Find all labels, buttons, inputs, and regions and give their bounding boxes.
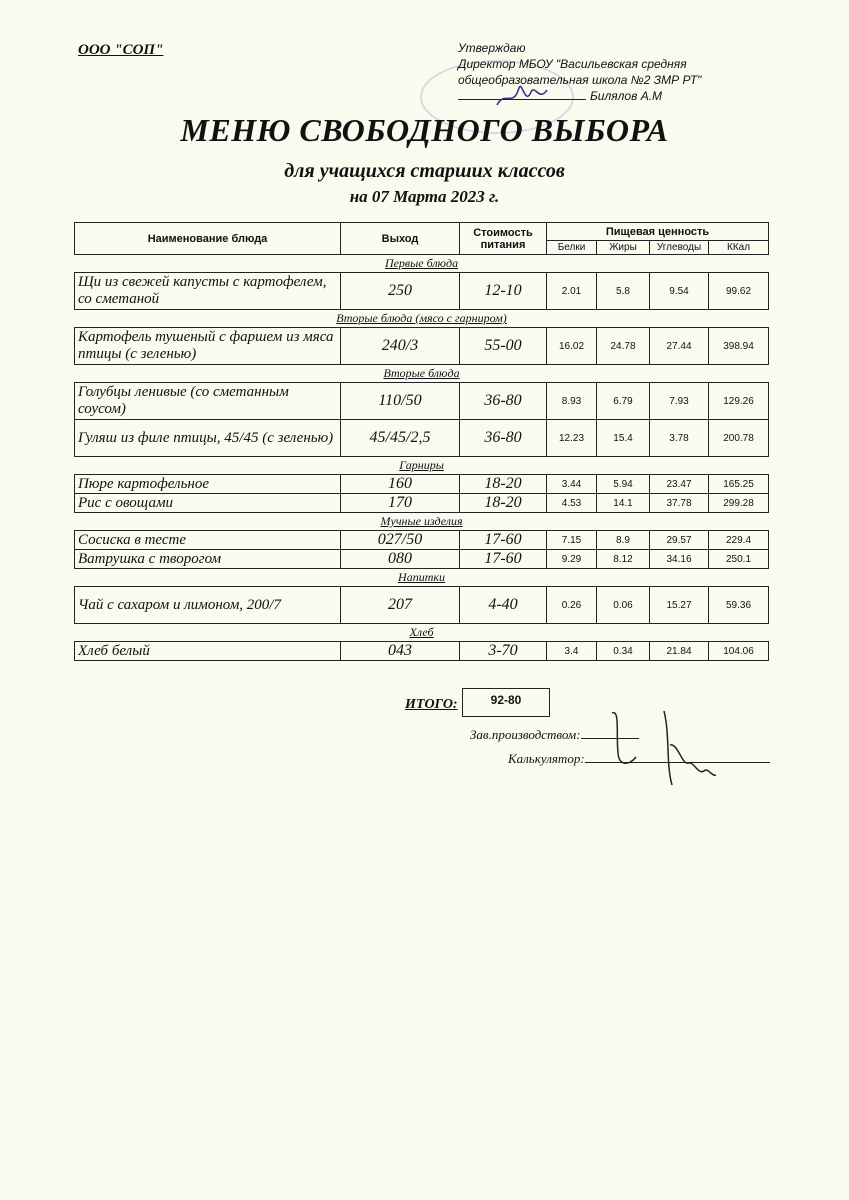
table-row bbox=[75, 328, 769, 365]
page-title: МЕНЮ СВОБОДНОГО ВЫБОРА bbox=[180, 112, 669, 148]
dish-fat: 8.9 bbox=[597, 531, 650, 550]
menu-date: на 07 Марта 2023 г. bbox=[349, 187, 500, 206]
section-header-row bbox=[75, 569, 769, 587]
col-header-name: Наименование блюда bbox=[75, 223, 341, 255]
dish-fat: 0.34 bbox=[597, 642, 650, 661]
table-row bbox=[75, 273, 769, 310]
dish-cost: 36-80 bbox=[460, 420, 547, 457]
col-header-fat: Жиры bbox=[597, 241, 650, 255]
section-title: Напитки bbox=[75, 569, 769, 587]
dish-kcal: 165.25 bbox=[709, 475, 769, 494]
dish-protein: 12.23 bbox=[547, 420, 597, 457]
dish-protein: 16.02 bbox=[547, 328, 597, 365]
table-row bbox=[75, 494, 769, 513]
dish-cost: 17-60 bbox=[460, 550, 547, 569]
dish-name: Сосиска в тесте bbox=[75, 531, 341, 550]
dish-carbs: 34.16 bbox=[650, 550, 709, 569]
dish-protein: 8.93 bbox=[547, 383, 597, 420]
dish-kcal: 398.94 bbox=[709, 328, 769, 365]
table-row bbox=[75, 531, 769, 550]
table-row bbox=[75, 475, 769, 494]
table-row bbox=[75, 383, 769, 420]
dish-protein: 2.01 bbox=[547, 273, 597, 310]
section-title: Гарниры bbox=[75, 457, 769, 475]
calculator-label: Калькулятор: bbox=[508, 751, 585, 766]
dish-fat: 0.06 bbox=[597, 587, 650, 624]
dish-cost: 18-20 bbox=[460, 494, 547, 513]
approve-line-1: Утверждаю bbox=[458, 41, 526, 55]
total-label: ИТОГО: bbox=[405, 697, 458, 712]
dish-kcal: 299.28 bbox=[709, 494, 769, 513]
page-subtitle: для учащихся старших классов bbox=[284, 160, 565, 182]
dish-yield: 080 bbox=[341, 550, 460, 569]
section-header-row bbox=[75, 457, 769, 475]
section-header-row bbox=[75, 255, 769, 273]
table-row bbox=[75, 642, 769, 661]
dish-protein: 4.53 bbox=[547, 494, 597, 513]
dish-carbs: 15.27 bbox=[650, 587, 709, 624]
dish-protein: 3.4 bbox=[547, 642, 597, 661]
dish-kcal: 200.78 bbox=[709, 420, 769, 457]
dish-protein: 9.29 bbox=[547, 550, 597, 569]
organization-name: ООО "СОП" bbox=[78, 42, 164, 58]
dish-yield: 207 bbox=[341, 587, 460, 624]
dish-fat: 5.8 bbox=[597, 273, 650, 310]
dish-carbs: 27.44 bbox=[650, 328, 709, 365]
dish-fat: 6.79 bbox=[597, 383, 650, 420]
menu-table bbox=[74, 222, 769, 661]
dish-cost: 18-20 bbox=[460, 475, 547, 494]
dish-kcal: 59.36 bbox=[709, 587, 769, 624]
col-header-protein: Белки bbox=[547, 241, 597, 255]
col-header-kcal: ККал bbox=[709, 241, 769, 255]
approve-line-3: общеобразовательная школа №2 ЗМР РТ" bbox=[458, 73, 702, 87]
col-header-yield: Выход bbox=[341, 223, 460, 255]
table-row bbox=[75, 587, 769, 624]
signer-name: Билялов А.М bbox=[590, 89, 663, 103]
dish-protein: 3.44 bbox=[547, 475, 597, 494]
dish-carbs: 21.84 bbox=[650, 642, 709, 661]
dish-fat: 5.94 bbox=[597, 475, 650, 494]
dish-protein: 7.15 bbox=[547, 531, 597, 550]
col-header-cost: Стоимость питания bbox=[460, 223, 547, 255]
dish-kcal: 250.1 bbox=[709, 550, 769, 569]
dish-yield: 160 bbox=[341, 475, 460, 494]
table-row bbox=[75, 550, 769, 569]
dish-yield: 45/45/2,5 bbox=[341, 420, 460, 457]
dish-kcal: 129.26 bbox=[709, 383, 769, 420]
dish-carbs: 3.78 bbox=[650, 420, 709, 457]
dish-yield: 110/50 bbox=[341, 383, 460, 420]
dish-protein: 0.26 bbox=[547, 587, 597, 624]
dish-kcal: 229.4 bbox=[709, 531, 769, 550]
dish-name: Ватрушка с творогом bbox=[75, 550, 341, 569]
col-header-nutrition: Пищевая ценность bbox=[547, 223, 769, 241]
dish-yield: 240/3 bbox=[341, 328, 460, 365]
dish-yield: 043 bbox=[341, 642, 460, 661]
dish-name: Пюре картофельное bbox=[75, 475, 341, 494]
dish-name: Картофель тушеный с фаршем из мяса птицы (с зеленью) bbox=[75, 328, 341, 365]
dish-yield: 027/50 bbox=[341, 531, 460, 550]
dish-carbs: 7.93 bbox=[650, 383, 709, 420]
director-signature bbox=[495, 80, 555, 110]
section-header-row bbox=[75, 624, 769, 642]
dish-yield: 170 bbox=[341, 494, 460, 513]
dish-name: Хлеб белый bbox=[75, 642, 341, 661]
dish-fat: 15.4 bbox=[597, 420, 650, 457]
section-title: Первые блюда bbox=[75, 255, 769, 273]
dish-yield: 250 bbox=[341, 273, 460, 310]
staff-signatures bbox=[600, 705, 720, 795]
dish-cost: 3-70 bbox=[460, 642, 547, 661]
dish-carbs: 29.57 bbox=[650, 531, 709, 550]
production-manager-label: Зав.производством: bbox=[470, 727, 581, 742]
dish-name: Рис с овощами bbox=[75, 494, 341, 513]
dish-kcal: 104.06 bbox=[709, 642, 769, 661]
dish-fat: 24.78 bbox=[597, 328, 650, 365]
col-header-carbs: Углеводы bbox=[650, 241, 709, 255]
section-title: Вторые блюда bbox=[75, 365, 769, 383]
total-value: 92-80 bbox=[462, 688, 550, 717]
dish-cost: 55-00 bbox=[460, 328, 547, 365]
dish-name: Чай с сахаром и лимоном, 200/7 bbox=[75, 587, 341, 624]
dish-carbs: 37.78 bbox=[650, 494, 709, 513]
dish-kcal: 99.62 bbox=[709, 273, 769, 310]
dish-carbs: 23.47 bbox=[650, 475, 709, 494]
section-title: Вторые блюда (мясо с гарниром) bbox=[75, 310, 769, 328]
section-title: Хлеб bbox=[75, 624, 769, 642]
dish-name: Гуляш из филе птицы, 45/45 (с зеленью) bbox=[75, 420, 341, 457]
dish-name: Щи из свежей капусты с картофелем, со сметаной bbox=[75, 273, 341, 310]
dish-fat: 8.12 bbox=[597, 550, 650, 569]
table-row bbox=[75, 420, 769, 457]
section-header-row bbox=[75, 365, 769, 383]
approve-line-2: Директор МБОУ "Васильевская средняя bbox=[458, 57, 687, 71]
dish-cost: 12-10 bbox=[460, 273, 547, 310]
section-header-row bbox=[75, 513, 769, 531]
dish-cost: 17-60 bbox=[460, 531, 547, 550]
section-title: Мучные изделия bbox=[75, 513, 769, 531]
dish-name: Голубцы ленивые (со сметанным соусом) bbox=[75, 383, 341, 420]
dish-cost: 36-80 bbox=[460, 383, 547, 420]
dish-fat: 14.1 bbox=[597, 494, 650, 513]
section-header-row bbox=[75, 310, 769, 328]
dish-carbs: 9.54 bbox=[650, 273, 709, 310]
dish-cost: 4-40 bbox=[460, 587, 547, 624]
